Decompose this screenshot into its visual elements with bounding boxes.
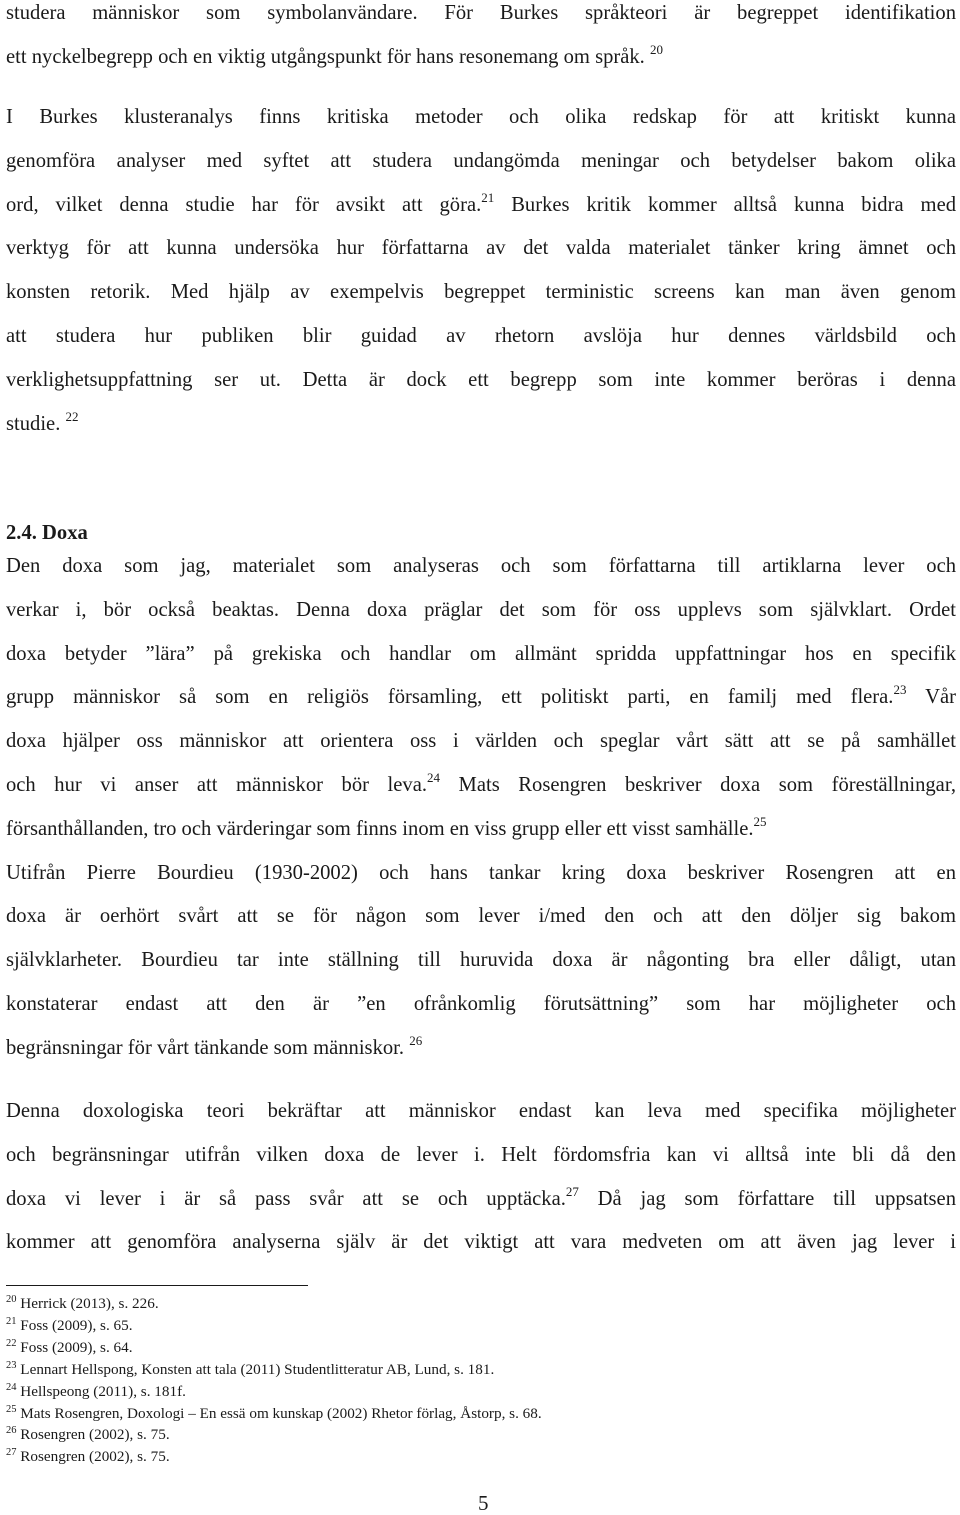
text-span: Mats Rosengren beskriver doxa som föreställningar, (440, 773, 957, 796)
footnote-number: 20 (6, 1294, 17, 1305)
footnote (6, 1337, 542, 1359)
footnote-text: Mats Rosengren, Doxologi – En essä om kunskap (2002) Rhetor förlag, Åstorp, s. 68. (20, 1404, 542, 1422)
text-span: studie. (6, 412, 61, 435)
footnote-text: Hellspeong (2011), s. 181f. (20, 1382, 186, 1400)
text-line: I Burkes klusteranalys finns kritiska metoder och olika redskap för att kritiskt kunna (6, 106, 956, 128)
text-line: doxa hjälper oss människor att orientera oss i världen och speglar vårt sätt att se på samhället (6, 730, 956, 753)
text-span: ord, vilket denna studie har för avsikt att göra. (6, 193, 482, 216)
footnote-text: Rosengren (2002), s. 75. (20, 1426, 170, 1444)
footnote (6, 1381, 542, 1403)
footnote (6, 1403, 542, 1425)
footnote-text: Rosengren (2002), s. 75. (20, 1448, 170, 1466)
text-line: doxa betyder ”lära” på grekiska och handlar om allmänt spridda uppfattningar hos en specifik (6, 642, 956, 665)
text-line (6, 184, 956, 228)
text-line (6, 676, 956, 720)
text-span: och hur vi anser att människor bör leva. (6, 773, 427, 796)
footnote-ref-22[interactable]: 22 (65, 408, 79, 424)
text-line: genomföra analyser med syftet att studera undangömda meningar och betydelser bakom olika (6, 149, 956, 172)
footnote-ref-21[interactable]: 21 (481, 189, 495, 205)
text-line: doxa är oerhört svårt att se för någon som lever i/med den och att den döljer sig bakom (6, 905, 956, 928)
footnote-list (6, 1293, 542, 1468)
section-heading: 2.4. Doxa (6, 522, 88, 544)
text-line: studera människor som symbolanvändare. För Burkes språkteori är begreppet identifikation (6, 2, 956, 24)
footnote-number: 27 (6, 1447, 17, 1459)
text-span: begränsningar för vårt tänkande som människor. (6, 1036, 405, 1059)
footnote-text: Lennart Hellspong, Konsten att tala (2011) Studentlitteratur AB, Lund, s. 181. (20, 1360, 495, 1378)
footnote-number: 22 (6, 1337, 17, 1349)
text-line: att studera hur publiken blir guidad av rhetorn avslöja hur dennes världsbild och (6, 324, 956, 347)
text-line (6, 764, 956, 808)
text-line: Denna doxologiska teori bekräftar att människor endast kan leva med specifika möjligheter (6, 1100, 956, 1122)
text-span: Vår (906, 686, 957, 709)
text-line (6, 1027, 956, 1071)
footnote-text: Foss (2009), s. 65. (20, 1316, 133, 1334)
footnote (6, 1446, 542, 1468)
text-line: kommer att genomföra analyserna själv är det viktigt att vara medveten om att även jag lever i (6, 1231, 956, 1254)
text-line (6, 1178, 956, 1222)
footnote-ref-25[interactable]: 25 (753, 813, 767, 829)
footnote-number: 23 (6, 1359, 17, 1371)
footnote-number: 26 (6, 1425, 17, 1437)
footnote-text: Foss (2009), s. 64. (20, 1338, 133, 1356)
paragraph-4 (6, 1090, 956, 1265)
text-line (6, 36, 956, 80)
text-span: försanthållanden, tro och värderingar som finns inom en viss grupp eller ett visst samhälle. (6, 817, 754, 840)
text-line (6, 403, 956, 447)
footnote-ref-23[interactable]: 23 (893, 682, 907, 698)
text-line: konsten retorik. Med hjälp av exempelvis begreppet terministic screens kan man även genom (6, 281, 956, 304)
footnote-number: 25 (6, 1403, 17, 1415)
page-number: 5 (478, 1491, 489, 1515)
text-span: ett nyckelbegrepp och en viktig utgångspunkt för hans resonemang om språk. (6, 45, 645, 68)
text-line: konstaterar endast att den är ”en ofrånkomlig förutsättning” som har möjligheter och (6, 992, 956, 1015)
text-span: grupp människor så som en religiös församling, ett politiskt parti, en familj med flera. (6, 686, 894, 709)
footnote-number: 21 (6, 1315, 17, 1327)
footnote (6, 1315, 542, 1337)
text-span: Då jag som författare till uppsatsen (578, 1187, 956, 1210)
footnote-text: Herrick (2013), s. 226. (20, 1295, 159, 1312)
text-line: verklighetsuppfattning ser ut. Detta är dock ett begrepp som inte kommer beröras i denna (6, 368, 956, 391)
text-line: självklarheter. Bourdieu tar inte ställning till huruvida doxa är någonting bra eller dåligt, utan (6, 949, 956, 972)
footnote-ref-20[interactable]: 20 (649, 41, 663, 57)
footnote-ref-24[interactable]: 24 (427, 769, 440, 785)
footnote (6, 1424, 542, 1446)
footnote-divider (6, 1285, 308, 1286)
text-line: verkar i, bör också beaktas. Denna doxa präglar det som för oss upplevs som självklart. Ordet (6, 598, 956, 621)
footnote-ref-26[interactable]: 26 (409, 1032, 423, 1048)
footnote-ref-27[interactable]: 27 (565, 1183, 579, 1199)
footnote (6, 1293, 542, 1315)
text-span: doxa vi lever i är så pass svår att se och upptäcka. (6, 1187, 566, 1210)
text-span: Burkes kritik kommer alltså kunna bidra med (494, 193, 957, 216)
paragraph-2 (6, 96, 956, 446)
text-line: Den doxa som jag, materialet som analyseras och som författarna till artiklarna lever och (6, 555, 956, 577)
text-line (6, 808, 956, 852)
text-line: verktyg för att kunna undersöka hur författarna av det valda materialet tänker kring ämnet och (6, 237, 956, 260)
text-line: Utifrån Pierre Bourdieu (1930-2002) och hans tankar kring doxa beskriver Rosengren att en (6, 861, 956, 884)
footnote (6, 1359, 542, 1381)
footnote-number: 24 (6, 1381, 17, 1393)
text-line: och begränsningar utifrån vilken doxa de lever i. Helt fördomsfria kan vi alltså inte bli då den (6, 1143, 956, 1166)
paragraph-3 (6, 545, 956, 1071)
paragraph-1 (6, 0, 956, 80)
